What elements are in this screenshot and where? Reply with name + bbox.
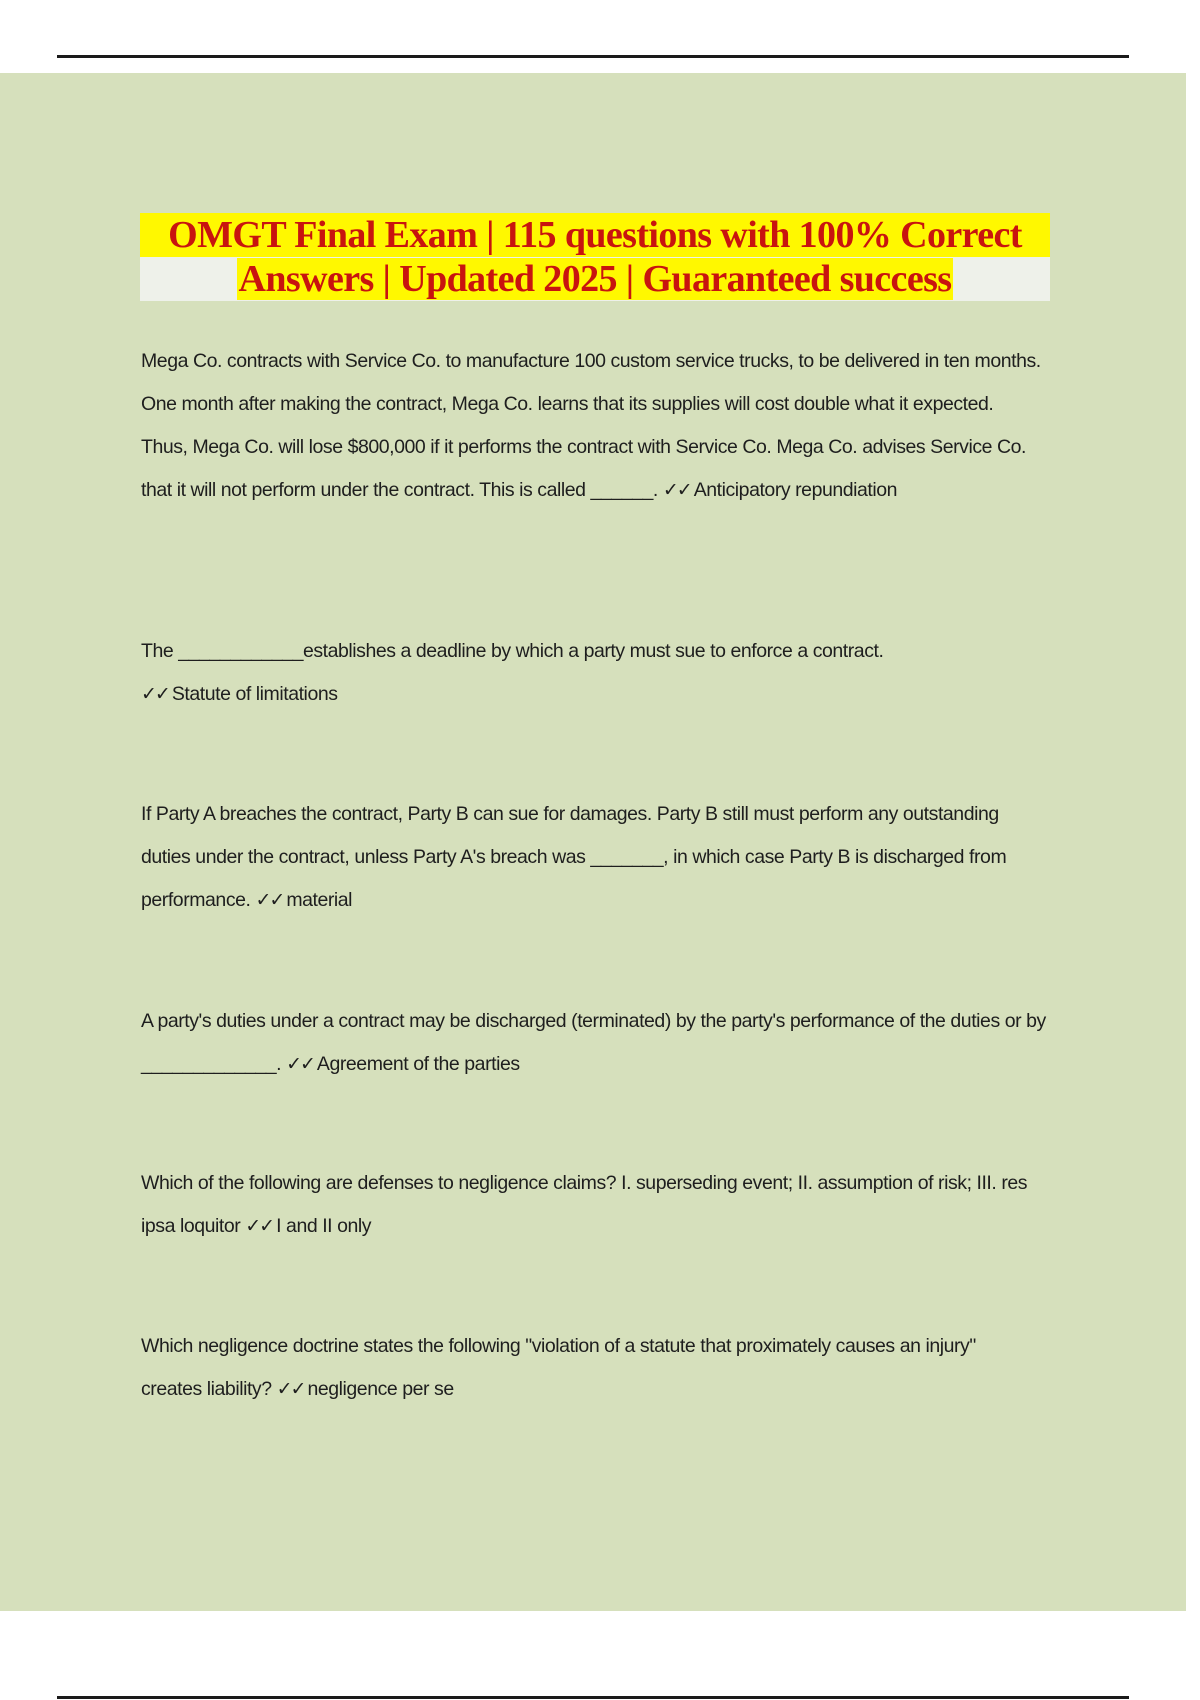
question-text: A party's duties under a contract may be discharged (terminated) by the party's performance of the duties or by _____________. bbox=[141, 1010, 1046, 1075]
check-icon: ✓✓ bbox=[286, 1053, 314, 1075]
qa-item bbox=[141, 1000, 1061, 1086]
qa-item bbox=[141, 630, 941, 716]
answer-text: Agreement of the parties bbox=[316, 1053, 520, 1075]
qa-item bbox=[141, 1162, 1041, 1248]
qa-item bbox=[141, 793, 1041, 922]
qa-item bbox=[141, 1325, 1041, 1411]
answer-text: Anticipatory repundiation bbox=[693, 479, 898, 501]
title-line-2: Answers | Updated 2025 | Guaranteed success bbox=[238, 258, 952, 300]
answer-text: material bbox=[286, 889, 353, 911]
question-text: Mega Co. contracts with Service Co. to manufacture 100 custom service trucks, to be delivered in ten months. One month after making the contract, Mega Co. learns that its supplies will cost double what it expected. Thus, Mega Co. will lose $800,000 if it performs the contract with Service Co. Mega Co. advises Service Co. that it will not perform under the contract. This is called ______. bbox=[141, 350, 1041, 501]
check-icon: ✓✓ bbox=[255, 889, 284, 911]
question-text: Which of the following are defenses to negligence claims? I. superseding event; II. assumption of risk; III. res ipsa loquitor bbox=[141, 1172, 1028, 1237]
question-text: Which negligence doctrine states the following "violation of a statute that proximately causes an injury" creates liability? bbox=[141, 1335, 976, 1400]
check-icon: ✓✓ bbox=[141, 683, 169, 705]
answer-text: Statute of limitations bbox=[171, 683, 338, 705]
qa-item bbox=[141, 340, 1041, 512]
answer-text: negligence per se bbox=[307, 1378, 454, 1400]
document-title bbox=[140, 213, 1050, 301]
check-icon: ✓✓ bbox=[245, 1215, 274, 1237]
question-text: The ____________establishes a deadline by which a party must sue to enforce a contract. bbox=[141, 640, 884, 662]
check-icon: ✓✓ bbox=[662, 479, 691, 501]
footer-rule bbox=[57, 1696, 1129, 1699]
check-icon: ✓✓ bbox=[276, 1378, 305, 1400]
header-rule bbox=[57, 55, 1129, 58]
title-line-1: OMGT Final Exam | 115 questions with 100% Correct bbox=[140, 213, 1050, 257]
question-text: If Party A breaches the contract, Party B can sue for damages. Party B still must perform any outstanding duties under the contract, unless Party A's breach was _______, in which case Party B is discharged from performance. bbox=[141, 803, 1007, 911]
answer-text: I and II only bbox=[276, 1215, 372, 1237]
